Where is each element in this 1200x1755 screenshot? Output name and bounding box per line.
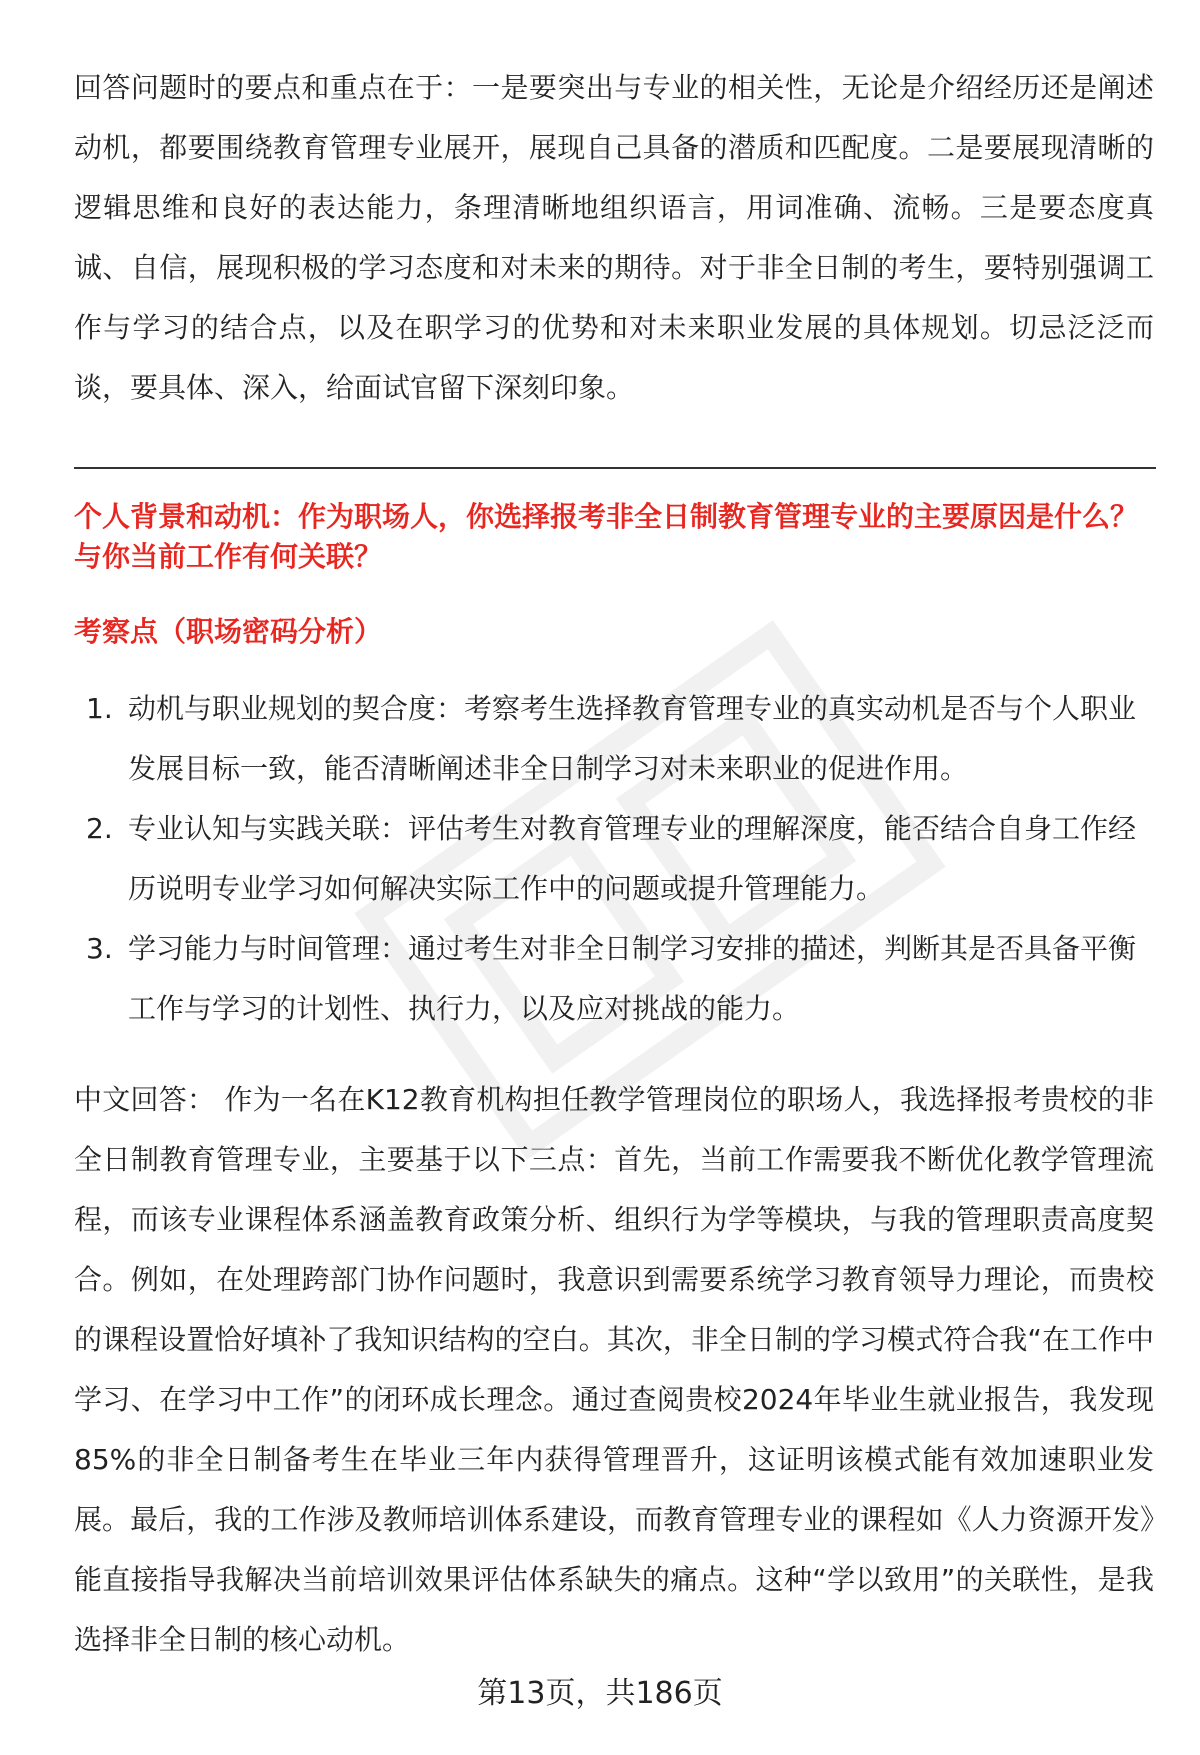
list-item <box>74 919 1154 1039</box>
intro-paragraph: 回答问题时的要点和重点在于：一是要突出与专业的相关性，无论是介绍经历还是阐述动机，都要围绕教育管理专业展开，展现自己具备的潜质和匹配度。二是要展现清晰的逻辑思维和良好的表达能力，条理清晰地组织语言，用词准确、流畅。三是要态度真诚、自信，展现积极的学习态度和对未来的期待。对于非全日制的考生，要特别强调工作与学习的结合点，以及在职学习的优势和对未来职业发展的具体规划。切忌泛泛而谈，要具体、深入，给面试官留下深刻印象。 <box>74 71 1154 404</box>
section-divider <box>74 467 1156 469</box>
question-title: 个人背景和动机：作为职场人，你选择报考非全日制教育管理专业的主要原因是什么？与你当前工作有何关联？ <box>74 500 1139 573</box>
list-item-text: 专业认知与实践关联：评估考生对教育管理专业的理解深度，能否结合自身工作经历说明专业学习如何解决实际工作中的问题或提升管理能力。 <box>128 812 1137 905</box>
list-number: 3. <box>86 932 113 965</box>
list-item <box>74 799 1154 919</box>
list-item <box>74 679 1154 799</box>
list-number: 2. <box>86 812 113 845</box>
list-number: 1. <box>86 692 113 725</box>
list-item-text: 动机与职业规划的契合度：考察考生选择教育管理专业的真实动机是否与个人职业发展目标一致，能否清晰阐述非全日制学习对未来职业的促进作用。 <box>128 692 1137 785</box>
list-item-text: 学习能力与时间管理：通过考生对非全日制学习安排的描述，判断其是否具备平衡工作与学习的计划性、执行力，以及应对挑战的能力。 <box>128 932 1137 1025</box>
answer-paragraph: 中文回答： 作为一名在K12教育机构担任教学管理岗位的职场人，我选择报考贵校的非全日制教育管理专业，主要基于以下三点：首先，当前工作需要我不断优化教学管理流程，而该专业课程体系涵盖教育政策分析、组织行为学等模块，与我的管理职责高度契合。例如，在处理跨部门协作问题时，我意识到需要系统学习教育领导力理论，而贵校的课程设置恰好填补了我知识结构的空白。其次，非全日制的学习模式符合我“在工作中学习、在学习中工作”的闭环成长理念。通过查阅贵校2024年毕业生就业报告，我发现85%的非全日制备考生在毕业三年内获得管理晋升，这证明该模式能有效加速职业发展。最后，我的工作涉及教师培训体系建设，而教育管理专业的课程如《人力资源开发》能直接指导我解决当前培训效果评估体系缺失的痛点。这种“学以致用”的关联性，是我选择非全日制的核心动机。 <box>74 1083 1154 1656</box>
assessment-points-list <box>74 679 1154 1039</box>
page-number: 第13页，共186页 <box>477 1676 723 1711</box>
assessment-subheading: 考察点（职场密码分析） <box>74 615 383 648</box>
